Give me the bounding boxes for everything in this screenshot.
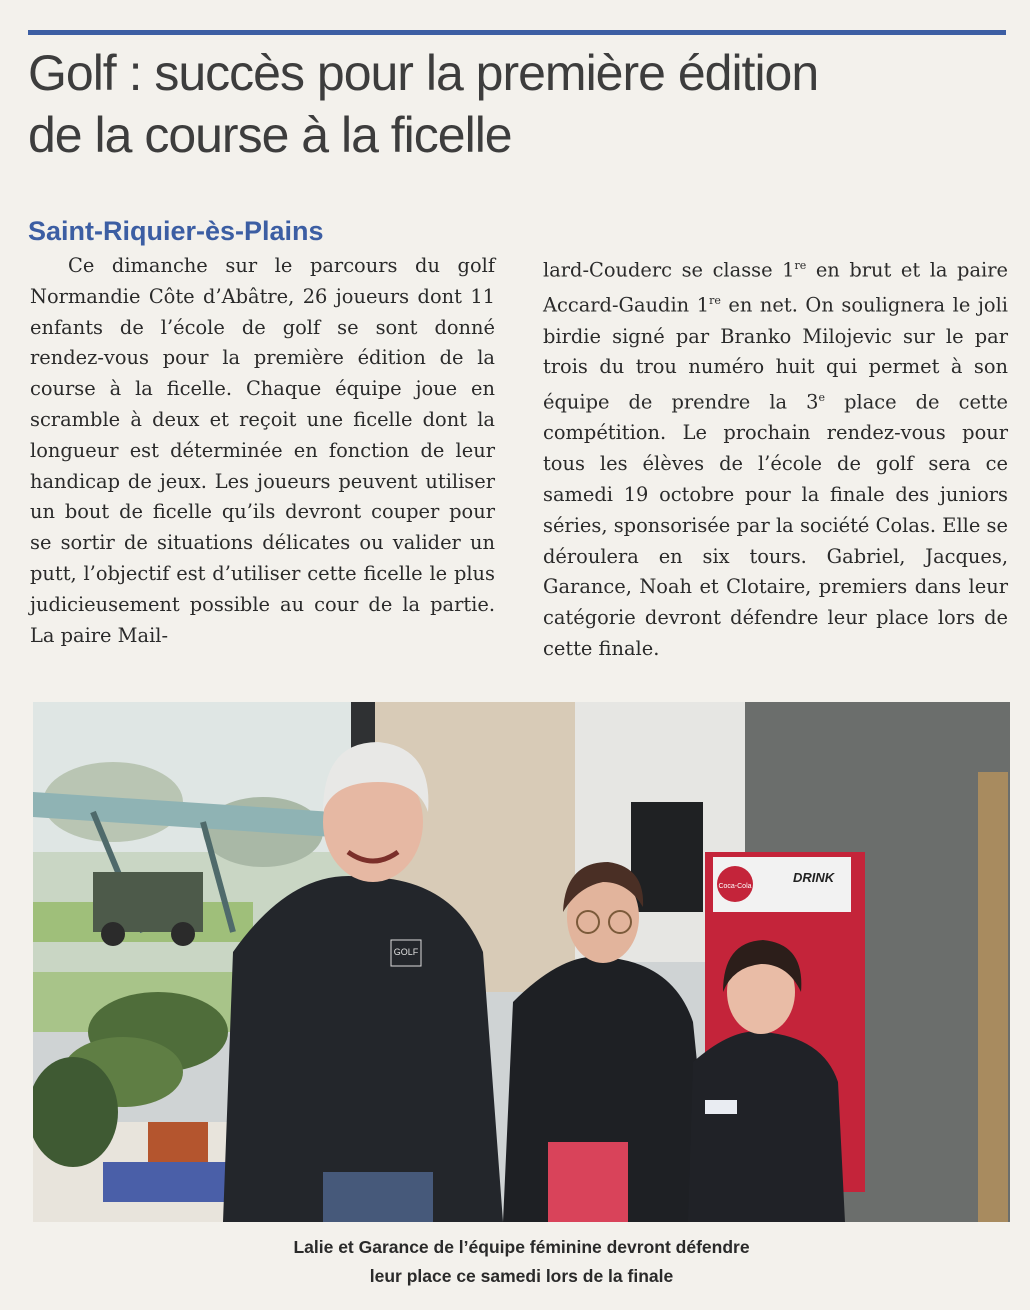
headline xyxy=(28,42,1006,166)
article-photo xyxy=(33,702,1010,1222)
col2-sup-3: e xyxy=(818,391,826,405)
col2-text-c: en net. On soulignera le joli birdie signé par Branko Milojevic sur le par trois du trou numéro huit qui permet à son équipe de prendre la 3 xyxy=(543,293,1008,414)
top-rule xyxy=(28,30,1006,35)
headline-line-1: Golf : succès pour la première édition xyxy=(28,45,819,101)
photo-caption xyxy=(33,1233,1010,1291)
col2-text-b: en brut et la paire Accard-Gaudin 1 xyxy=(543,258,1008,317)
col2-sup-2: re xyxy=(709,294,721,308)
col2-sup-1: re xyxy=(794,259,807,272)
caption-line-2: leur place ce samedi lors de la finale xyxy=(369,1266,674,1286)
caption-line-1: Lalie et Garance de l’équipe féminine devront défendre xyxy=(293,1237,750,1257)
sign-brand-text: Coca-Cola xyxy=(718,883,752,890)
location-kicker: Saint-Riquier-ès-Plains xyxy=(28,216,324,246)
sign-drink-text: DRINK xyxy=(793,870,835,885)
man-logo-text: GOLF xyxy=(393,947,419,957)
article-column-1: Ce dimanche sur le parcours du golf Normandie Côte d’Abâtre, 26 joueurs dont 11 enfants de l’école de golf se sont donné rendez-vous pour la première édition de la course à la ficelle. Chaque équipe joue en scramble à deux et reçoit une ficelle dont la longueur est déterminée en fonction de leur handicap de jeux. Les joueurs peuvent utiliser un bout de ficelle qu’ils devront couper pour se sortir de situations délicates ou valider un putt, l’objectif est d’utiliser cette ficelle le plus judicieusement possible au cour de la partie. La paire Mail- xyxy=(30,254,495,647)
article-column-2 xyxy=(543,251,1008,665)
col2-text-d: place de cette compétition. Le prochain rendez-vous pour tous les élèves de l’école de golf sera ce samedi 19 octobre pour la finale des juniors séries, sponsorisée par la société Colas. Elle se déroulera en six tours. Gabriel, Jacques, Garance, Noah et Clotaire, premiers dans leur catégorie devront défendre leur place lors de cette finale. xyxy=(543,390,1008,660)
headline-line-2: de la course à la ficelle xyxy=(28,107,512,163)
col2-text-a: lard-Couderc se classe 1 xyxy=(543,258,795,282)
photo-illustration xyxy=(33,702,1010,1222)
